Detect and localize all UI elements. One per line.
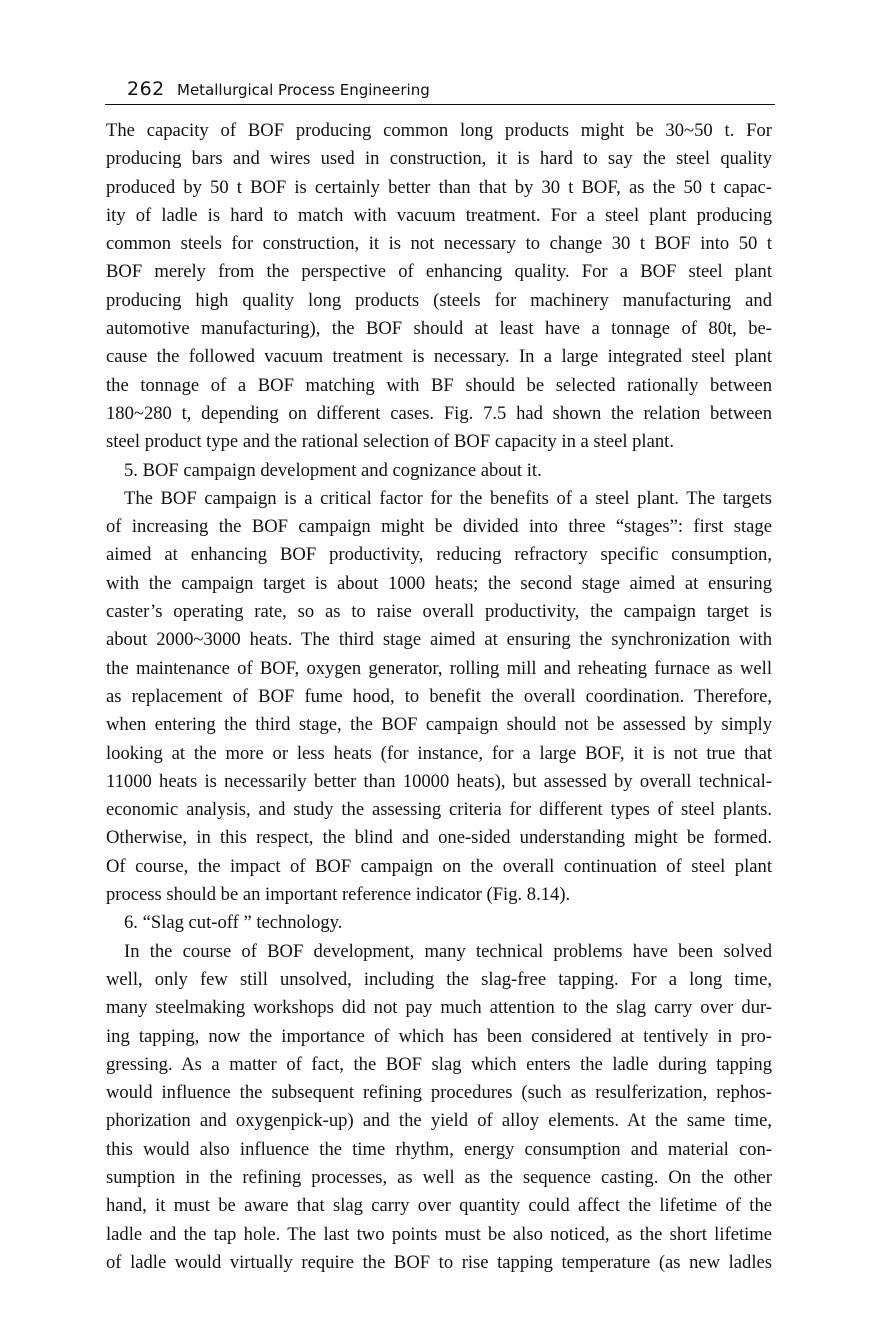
page-number: 262	[127, 78, 165, 100]
text-line: Otherwise, in this respect, the blind and one-sided understanding might be formed.	[106, 827, 772, 849]
text-line: producing high quality long products (steels for machinery manufacturing and	[106, 289, 772, 311]
text-line: hand, it must be aware that slag carry over quantity could affect the lifetime of the	[106, 1195, 772, 1217]
text-line: ing tapping, now the importance of which has been considered at tentively in pro-	[106, 1025, 772, 1047]
text-line: In the course of BOF development, many technical problems have been solved	[124, 940, 772, 962]
text-line: would influence the subsequent refining procedures (such as resulferization, rephos-	[106, 1082, 772, 1104]
text-line: well, only few still unsolved, including the slag-free tapping. For a long time,	[106, 968, 772, 990]
text-line: steel product type and the rational selection of BOF capacity in a steel plant.	[106, 431, 674, 453]
text-line: of ladle would virtually require the BOF to rise tapping temperature (as new ladles	[106, 1251, 772, 1273]
text-line: The capacity of BOF producing common long products might be 30~50 t. For	[106, 120, 772, 141]
running-header	[105, 78, 775, 105]
body-text	[106, 117, 772, 1277]
section-heading-slag-cut-off	[106, 909, 772, 937]
text-line: gressing. As a matter of fact, the BOF slag which enters the ladle during tapping	[106, 1053, 772, 1075]
text-line: aimed at enhancing BOF productivity, reducing refractory specific consumption,	[106, 544, 772, 566]
text-line: of increasing the BOF campaign might be divided into three “stages”: first stage	[106, 516, 772, 538]
text-line: 180~280 t, depending on different cases. Fig. 7.5 had shown the relation between	[106, 402, 772, 424]
section-heading-bof-campaign	[106, 457, 772, 485]
text-line: common steels for construction, it is not necessary to change 30 t BOF into 50 t	[106, 233, 772, 255]
text-line: 6. “Slag cut-off ” technology.	[124, 912, 343, 934]
text-line: BOF merely from the perspective of enhancing quality. For a BOF steel plant	[106, 261, 772, 283]
text-line: 5. BOF campaign development and cognizance about it.	[124, 459, 542, 481]
text-line: looking at the more or less heats (for instance, for a large BOF, it is not true that	[106, 742, 772, 764]
text-line: 11000 heats is necessarily better than 10000 heats), but assessed by overall technical-	[106, 770, 772, 792]
text-line: produced by 50 t BOF is certainly better than that by 30 t BOF, as the 50 t capac-	[106, 176, 772, 198]
text-line: automotive manufacturing), the BOF should at least have a tonnage of 80t, be-	[106, 318, 772, 340]
text-line: ladle and the tap hole. The last two points must be also noticed, as the short lifetime	[106, 1223, 772, 1245]
text-line: when entering the third stage, the BOF campaign should not be assessed by simply	[106, 714, 772, 736]
text-line: the maintenance of BOF, oxygen generator, rolling mill and reheating furnace as well	[106, 657, 772, 679]
text-line: process should be an important reference indicator (Fig. 8.14).	[106, 884, 571, 906]
text-line: caster’s operating rate, so as to raise overall productivity, the campaign target is	[106, 601, 772, 623]
text-line: producing bars and wires used in construction, it is hard to say the steel quality	[106, 148, 772, 170]
text-line: sumption in the refining processes, as well as the sequence casting. On the other	[106, 1166, 772, 1188]
text-line: cause the followed vacuum treatment is necessary. In a large integrated steel plant	[106, 346, 772, 368]
text-line: with the campaign target is about 1000 heats; the second stage aimed at ensuring	[106, 572, 772, 594]
text-line: about 2000~3000 heats. The third stage aimed at ensuring the synchronization with	[106, 629, 772, 651]
text-line: as replacement of BOF fume hood, to benefit the overall coordination. Therefore,	[106, 685, 772, 707]
paragraph-bof-capacity	[106, 117, 772, 457]
text-line: Of course, the impact of BOF campaign on the overall continuation of steel plant	[106, 855, 772, 877]
text-line: economic analysis, and study the assessing criteria for different types of steel plants.	[106, 799, 772, 821]
text-line: phorization and oxygenpick-up) and the yield of alloy elements. At the same time,	[106, 1110, 772, 1132]
text-line: this would also influence the time rhythm, energy consumption and material con-	[106, 1138, 772, 1160]
paragraph-bof-campaign	[106, 485, 772, 909]
text-line: The BOF campaign is a critical factor for the benefits of a steel plant. The targets	[124, 487, 772, 509]
running-title: Metallurgical Process Engineering	[177, 81, 430, 99]
text-line: ity of ladle is hard to match with vacuum treatment. For a steel plant producing	[106, 204, 772, 226]
paragraph-slag-cut-off	[106, 938, 772, 1278]
text-line: many steelmaking workshops did not pay much attention to the slag carry over dur-	[106, 997, 772, 1019]
text-line: the tonnage of a BOF matching with BF should be selected rationally between	[106, 374, 772, 396]
